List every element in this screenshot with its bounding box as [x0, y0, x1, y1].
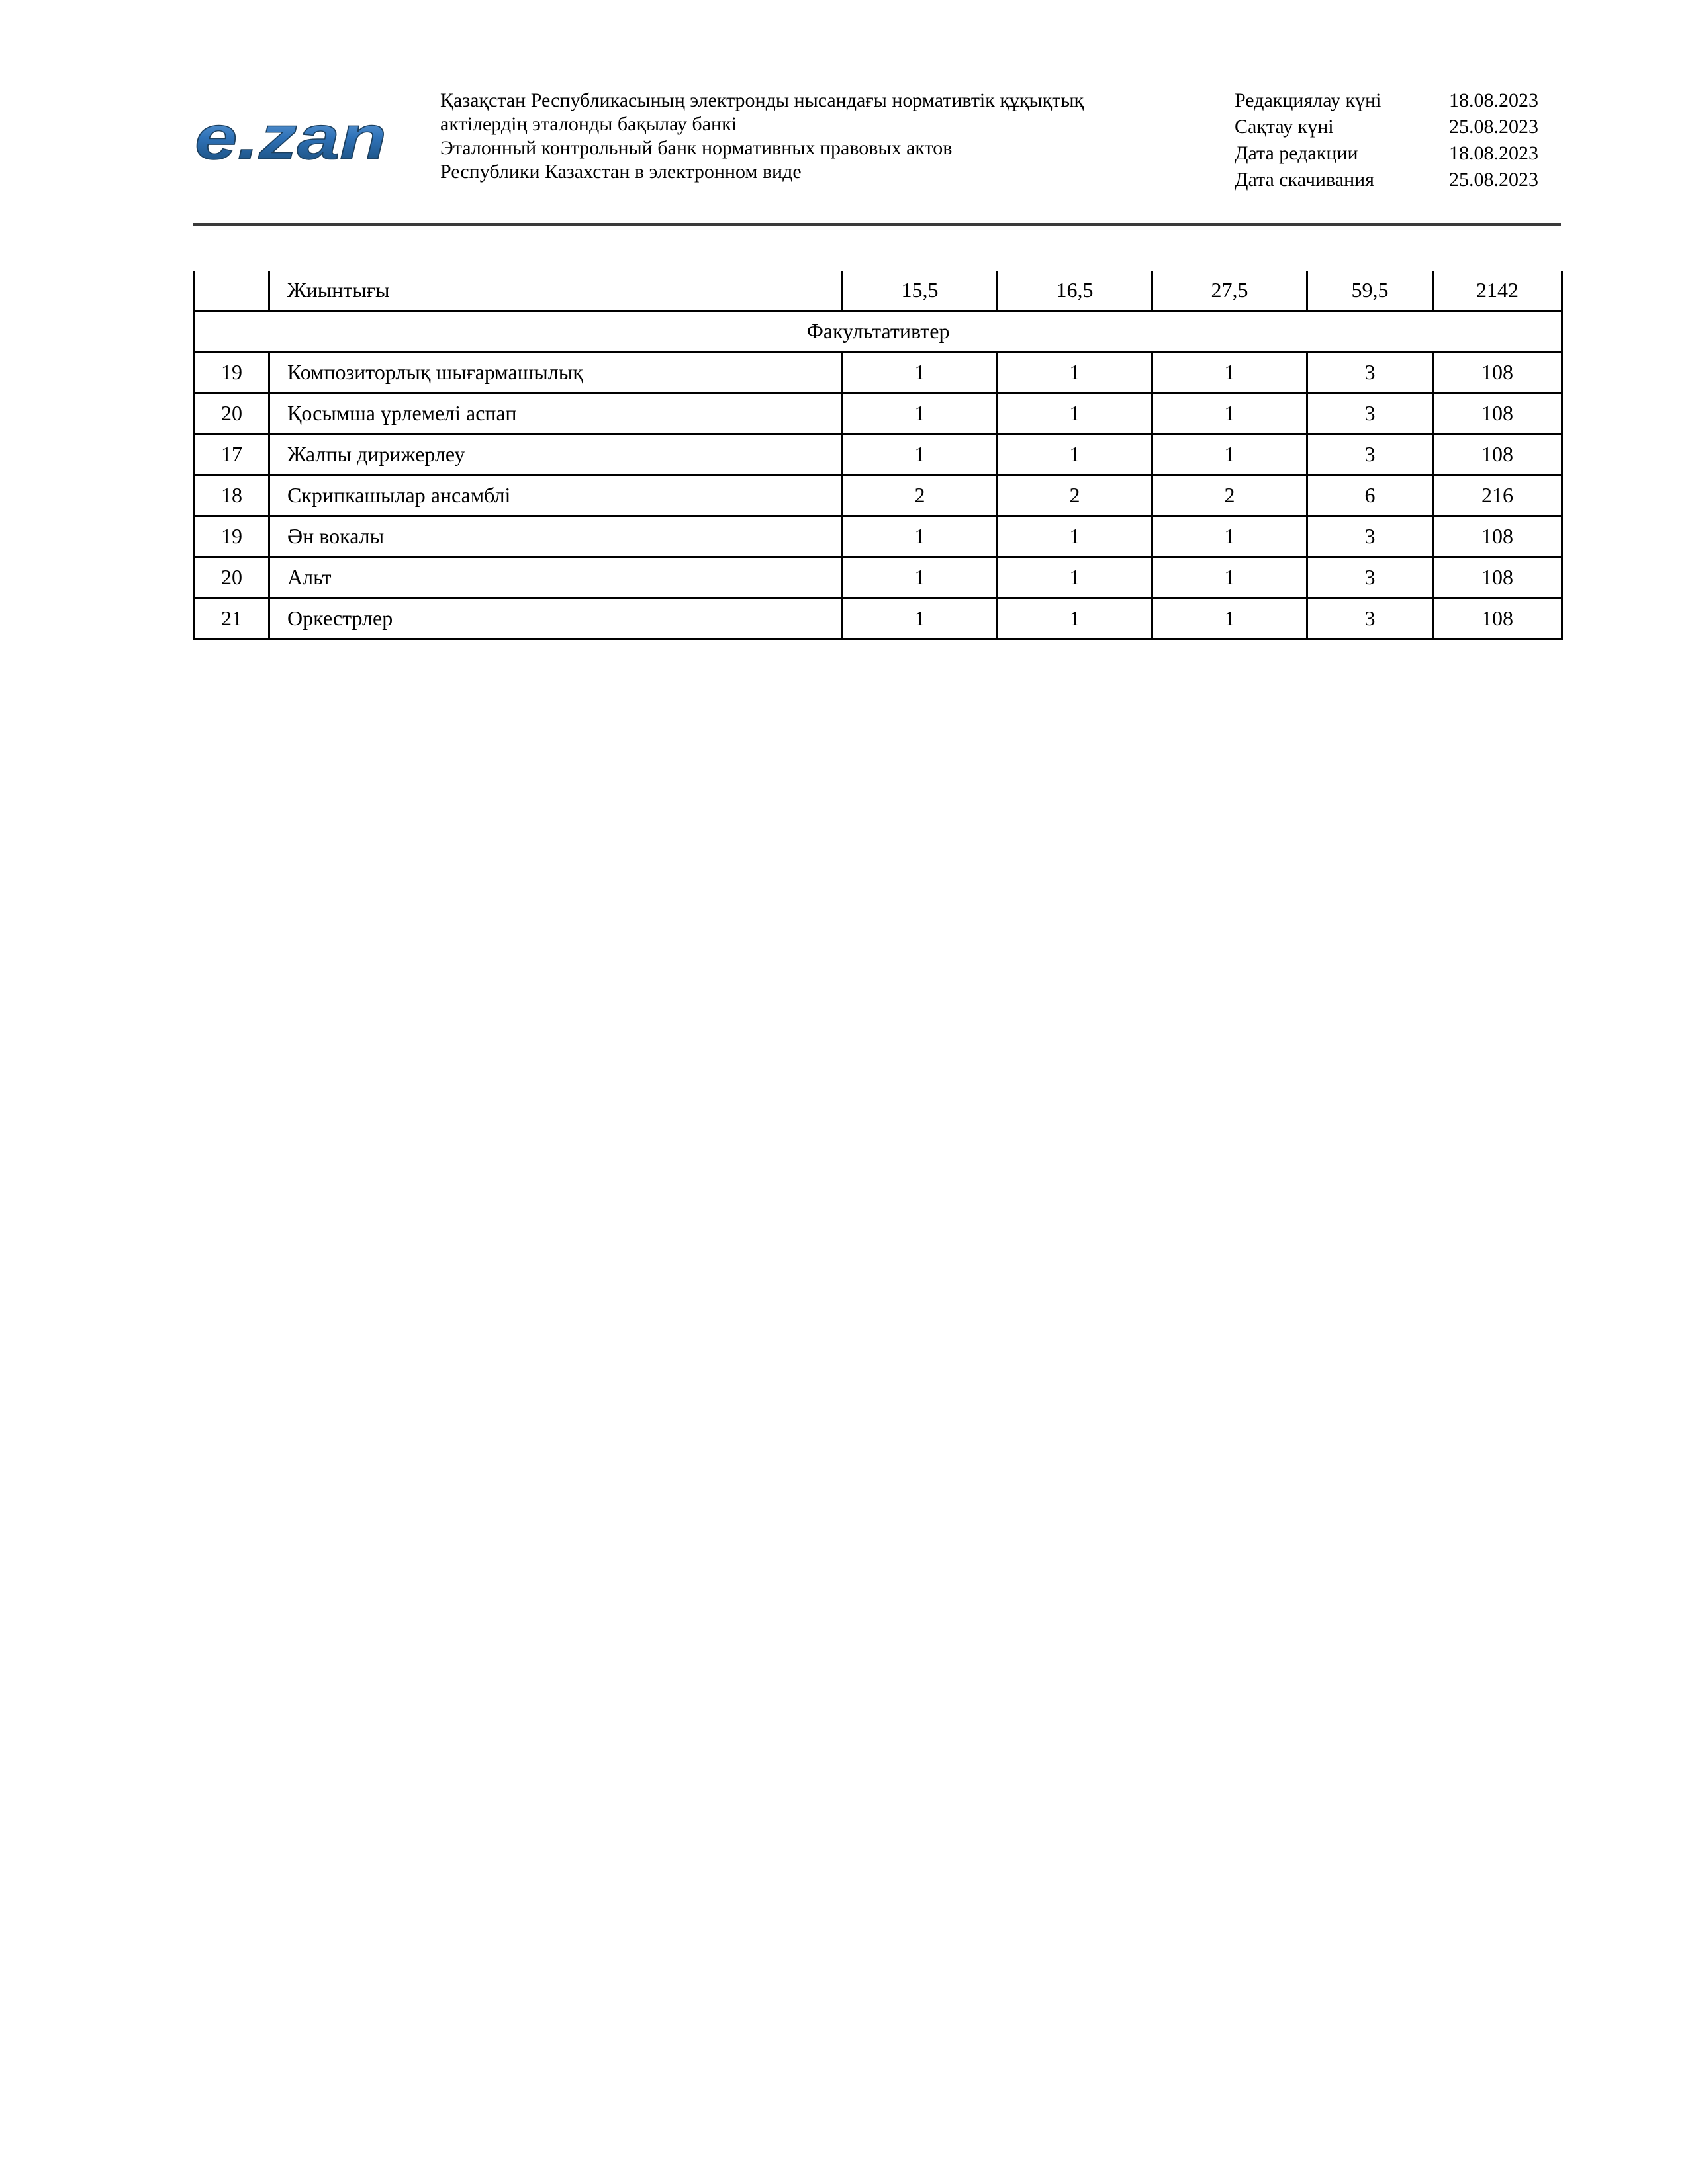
meta-value: 25.08.2023 [1449, 169, 1538, 191]
row-number [195, 271, 269, 311]
row-value: 3 [1307, 598, 1433, 639]
row-value: 1 [998, 393, 1152, 434]
curriculum-table [193, 271, 1563, 640]
row-value: 2 [1152, 475, 1307, 516]
meta-value: 18.08.2023 [1449, 142, 1538, 164]
row-value: 2 [843, 475, 998, 516]
row-number: 19 [195, 352, 269, 393]
meta-row-save-date-kz [1235, 114, 1566, 140]
section-row [195, 311, 1562, 352]
row-value: 3 [1307, 557, 1433, 598]
document-header [193, 79, 1561, 225]
row-number: 20 [195, 557, 269, 598]
bank-title [440, 89, 1201, 184]
document-meta [1235, 87, 1566, 193]
row-name: Скрипкашылар ансамблі [269, 475, 843, 516]
row-value: 108 [1433, 557, 1562, 598]
meta-value: 25.08.2023 [1449, 116, 1538, 138]
row-value: 3 [1307, 434, 1433, 475]
row-value: 3 [1307, 352, 1433, 393]
table-row [195, 393, 1562, 434]
row-value: 1 [843, 352, 998, 393]
row-name: Жиынтығы [269, 271, 843, 311]
row-value: 216 [1433, 475, 1562, 516]
meta-label: Сақтау күні [1235, 116, 1334, 138]
row-name: Оркестрлер [269, 598, 843, 639]
row-value: 1 [1152, 557, 1307, 598]
row-value: 27,5 [1152, 271, 1307, 311]
row-number: 18 [195, 475, 269, 516]
row-value: 1 [843, 557, 998, 598]
row-value: 1 [843, 598, 998, 639]
table-row [195, 516, 1562, 557]
row-name: Альт [269, 557, 843, 598]
table-row [195, 475, 1562, 516]
row-number: 17 [195, 434, 269, 475]
row-name: Композиторлық шығармашылық [269, 352, 843, 393]
row-name: Ән вокалы [269, 516, 843, 557]
table-row [195, 434, 1562, 475]
row-value: 15,5 [843, 271, 998, 311]
row-value: 108 [1433, 516, 1562, 557]
row-value: 1 [998, 557, 1152, 598]
table-row [195, 598, 1562, 639]
row-number: 21 [195, 598, 269, 639]
row-number: 20 [195, 393, 269, 434]
row-value: 16,5 [998, 271, 1152, 311]
row-name: Қосымша үрлемелі аспап [269, 393, 843, 434]
meta-label: Редакциялау күні [1235, 89, 1382, 111]
row-value: 1 [998, 434, 1152, 475]
row-value: 1 [843, 434, 998, 475]
row-value: 1 [1152, 598, 1307, 639]
row-value: 1 [843, 393, 998, 434]
table-row [195, 352, 1562, 393]
meta-row-download-date-ru [1235, 167, 1566, 193]
header-divider [193, 223, 1561, 226]
meta-label: Дата скачивания [1235, 169, 1374, 191]
bank-title-line: Қазақстан Республикасының электронды нысандағы нормативтік құқықтық [440, 89, 1084, 111]
meta-label: Дата редакции [1235, 142, 1358, 164]
meta-row-edit-date-ru [1235, 140, 1566, 167]
row-value: 1 [843, 516, 998, 557]
row-value: 3 [1307, 516, 1433, 557]
row-value: 6 [1307, 475, 1433, 516]
row-name: Жалпы дирижерлеу [269, 434, 843, 475]
row-value: 3 [1307, 393, 1433, 434]
bank-title-line: Республики Казахстан в электронном виде [440, 161, 802, 183]
row-value: 1 [998, 516, 1152, 557]
bank-title-line: Эталонный контрольный банк нормативных правовых актов [440, 137, 953, 159]
row-value: 108 [1433, 393, 1562, 434]
row-value: 1 [1152, 393, 1307, 434]
row-value: 2 [998, 475, 1152, 516]
row-value: 108 [1433, 434, 1562, 475]
row-value: 108 [1433, 352, 1562, 393]
total-row [195, 271, 1562, 311]
row-value: 2142 [1433, 271, 1562, 311]
table-row [195, 557, 1562, 598]
ezan-logo [193, 105, 392, 177]
section-title: Факультативтер [195, 311, 1562, 352]
meta-value: 18.08.2023 [1449, 89, 1538, 111]
row-value: 1 [1152, 434, 1307, 475]
row-value: 1 [998, 598, 1152, 639]
meta-row-edit-date-kz [1235, 87, 1566, 114]
row-value: 108 [1433, 598, 1562, 639]
row-value: 59,5 [1307, 271, 1433, 311]
logo-wordmark: e.zan [195, 105, 387, 172]
row-value: 1 [998, 352, 1152, 393]
row-number: 19 [195, 516, 269, 557]
bank-title-line: актілердің эталонды бақылау банкі [440, 113, 737, 135]
row-value: 1 [1152, 352, 1307, 393]
row-value: 1 [1152, 516, 1307, 557]
